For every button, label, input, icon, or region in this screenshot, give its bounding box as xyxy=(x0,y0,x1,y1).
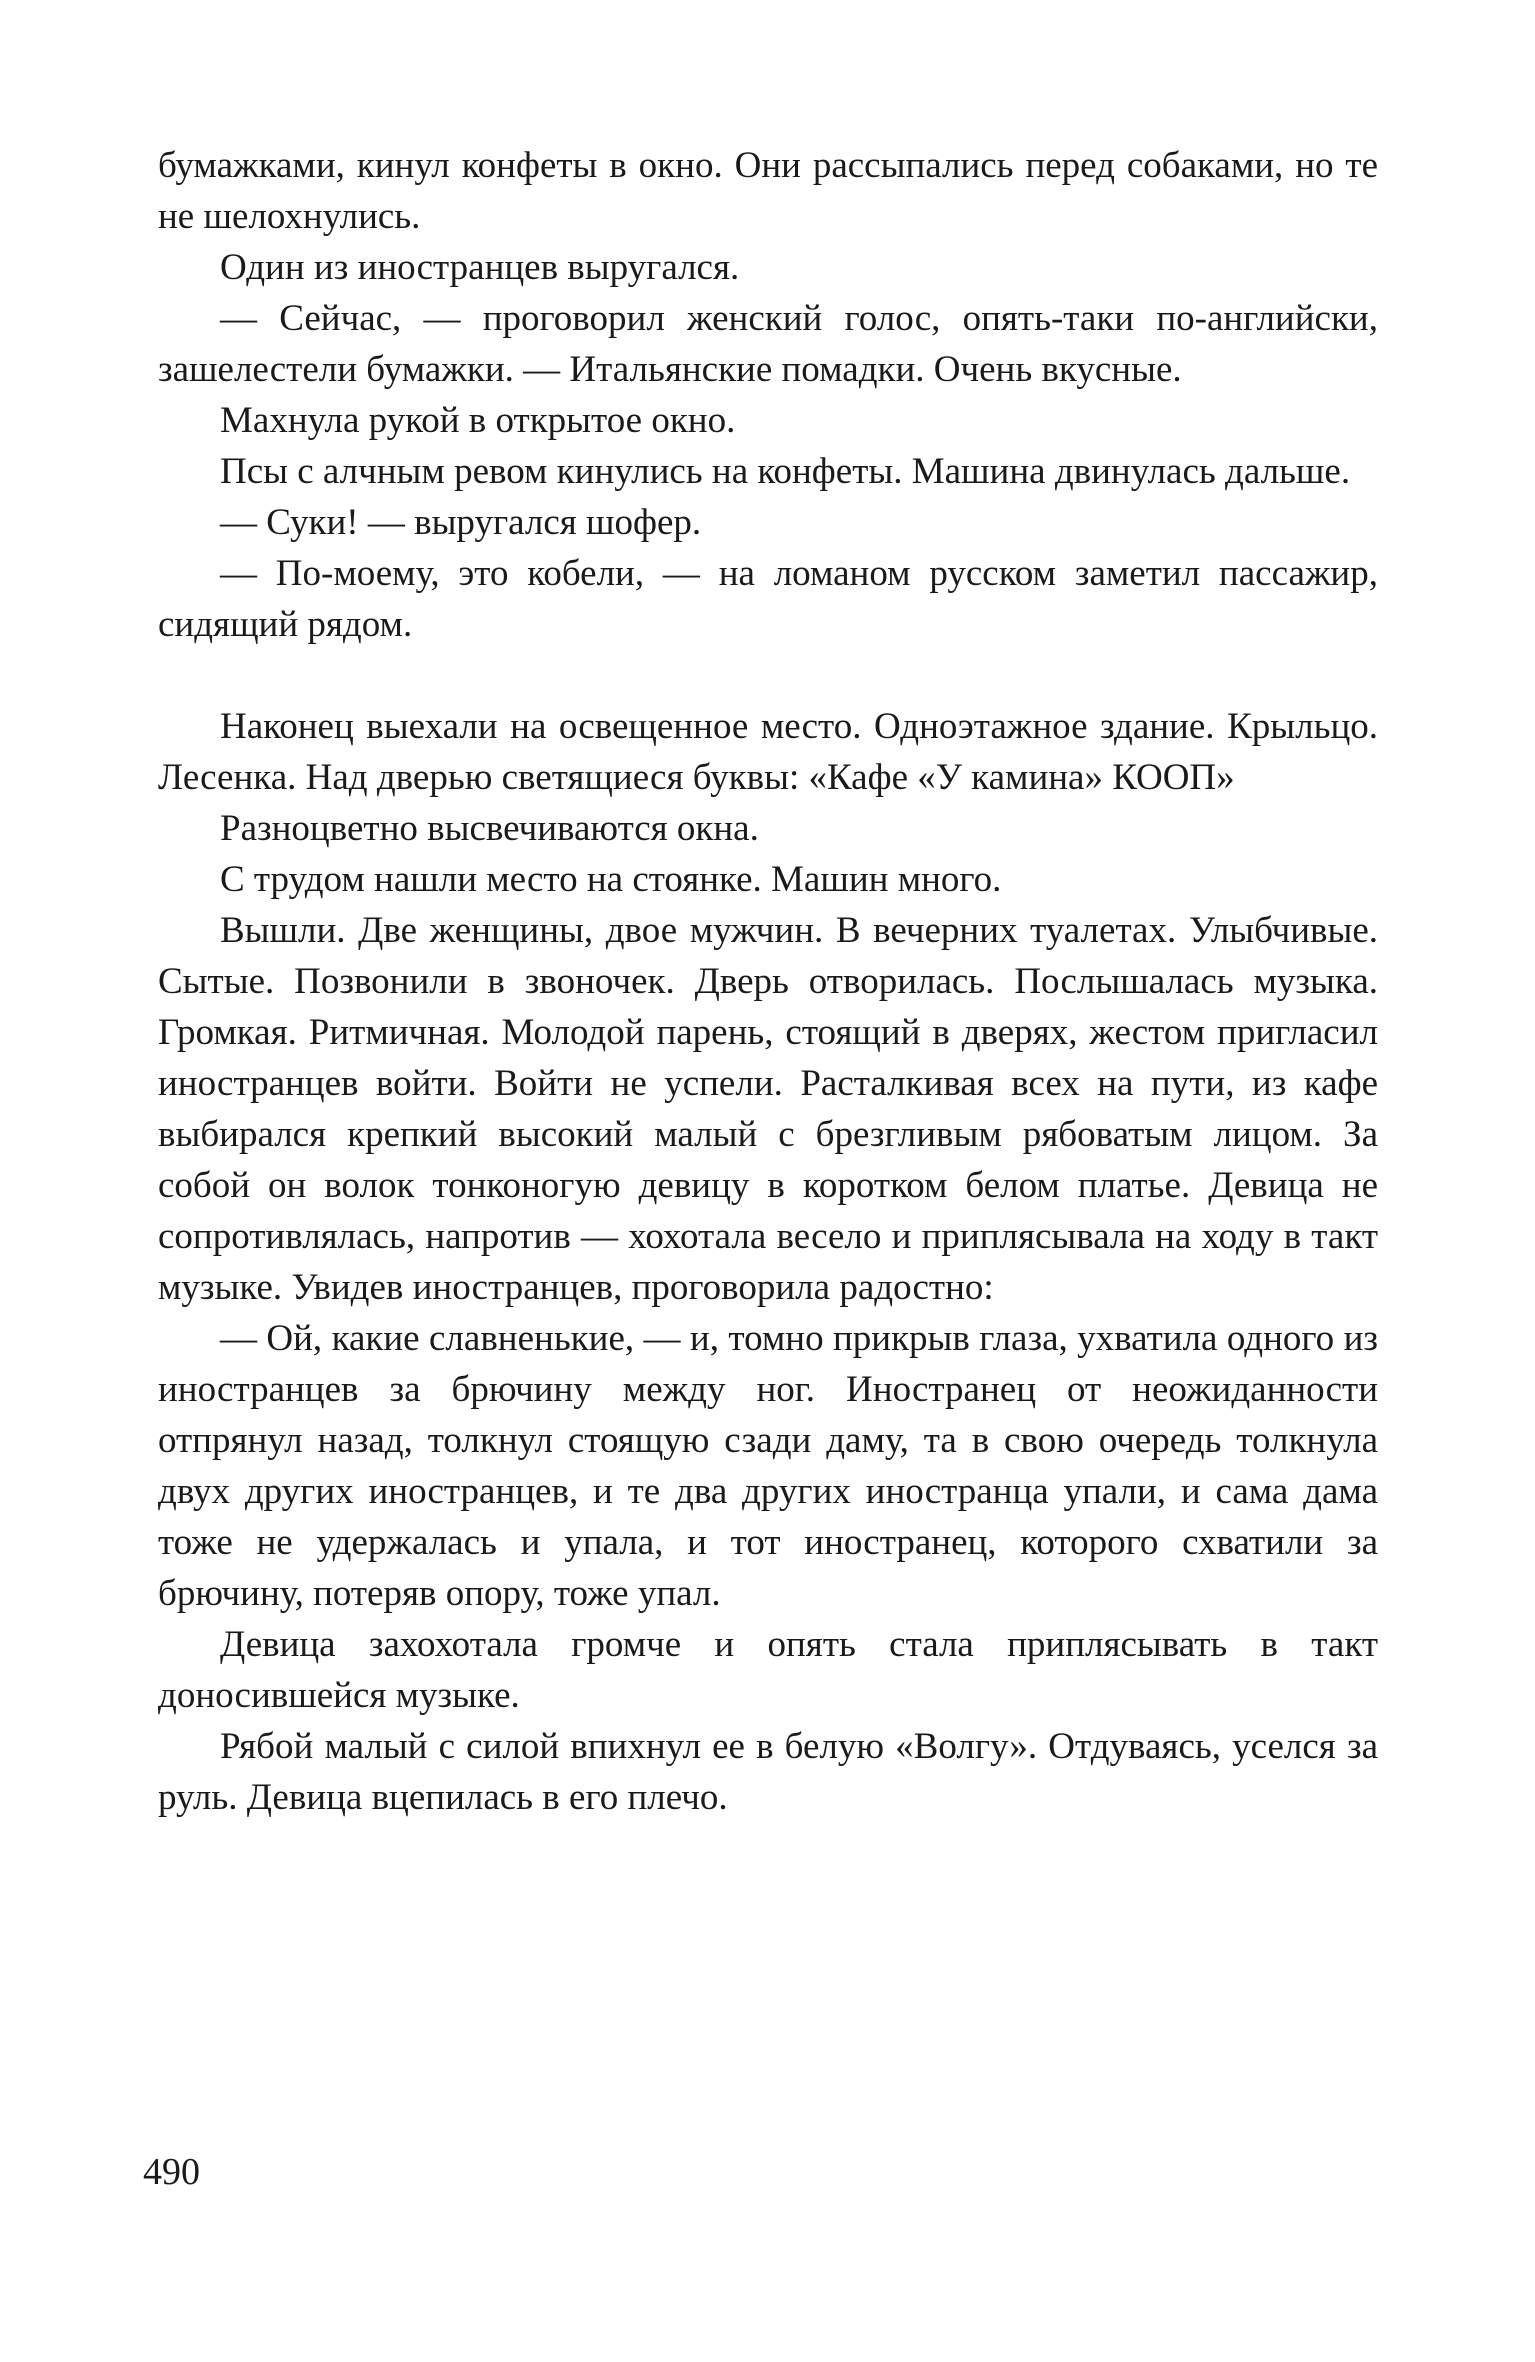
page-number: 490 xyxy=(143,2151,200,2193)
paragraph-4: Махнула рукой в открытое окно. xyxy=(220,400,736,441)
paragraph-5: Псы с алчным ревом кинулись на конфеты. Машина двинулась дальше. xyxy=(220,451,1351,492)
paragraph-1: бумажками, кинул конфеты в окно. Они рассыпались перед собаками, но те не шелохнулись. xyxy=(158,145,1378,237)
paragraph-13: Девица захохотала громче и опять стала приплясывать в такт доносившейся музыке. xyxy=(158,1624,1378,1716)
paragraph-10: С трудом нашли место на стоянке. Машин много. xyxy=(220,859,1002,900)
paragraph-12: — Ой, какие славненькие, — и, томно прикрыв глаза, ухватила одного из иностранцев за брючину между ног. Иностранец от неожиданности отпрянул назад, толкнул стоящую сзади даму, та в свою очередь толкнула двух других иностранцев, и те два других иностранца упали, и сама дама тоже не удержалась и упала, и тот иностранец, которого схватили за брючину, потеряв опору, тоже упал. xyxy=(158,1318,1378,1614)
paragraph-6: — Суки! — выругался шофер. xyxy=(220,502,702,543)
paragraph-3: — Сейчас, — проговорил женский голос, опять-таки по-английски, зашелестели бумажки. — Итальянские помадки. Очень вкусные. xyxy=(158,298,1378,390)
paragraph-7: — По-моему, это кобели, — на ломаном русском заметил пассажир, сидящий рядом. xyxy=(158,553,1378,645)
paragraph-9: Разноцветно высвечиваются окна. xyxy=(220,808,759,849)
paragraph-11: Вышли. Две женщины, двое мужчин. В вечерних туалетах. Улыбчивые. Сытые. Позвонили в звоночек. Дверь отворилась. Послышалась музыка. Громкая. Ритмичная. Молодой парень, стоящий в дверях, жестом пригласил иностранцев войти. Войти не успели. Расталкивая всех на пути, из кафе выбирался крепкий высокий малый с брезгливым рябоватым лицом. За собой он волок тонконогую девицу в коротком белом платье. Девица не сопротивлялась, напротив — хохотала весело и приплясывала на ходу в такт музыке. Увидев иностранцев, проговорила радостно: xyxy=(158,910,1378,1308)
paragraph-2: Один из иностранцев выругался. xyxy=(220,247,740,288)
page-body xyxy=(158,140,1378,1823)
paragraph-14: Рябой малый с силой впихнул ее в белую «Волгу». Отдуваясь, уселся за руль. Девица вцепилась в его плечо. xyxy=(158,1726,1378,1818)
paragraph-8: Наконец выехали на освещенное место. Одноэтажное здание. Крыльцо. Лесенка. Над дверью светящиеся буквы: «Кафе «У камина» КООП» xyxy=(158,706,1378,798)
